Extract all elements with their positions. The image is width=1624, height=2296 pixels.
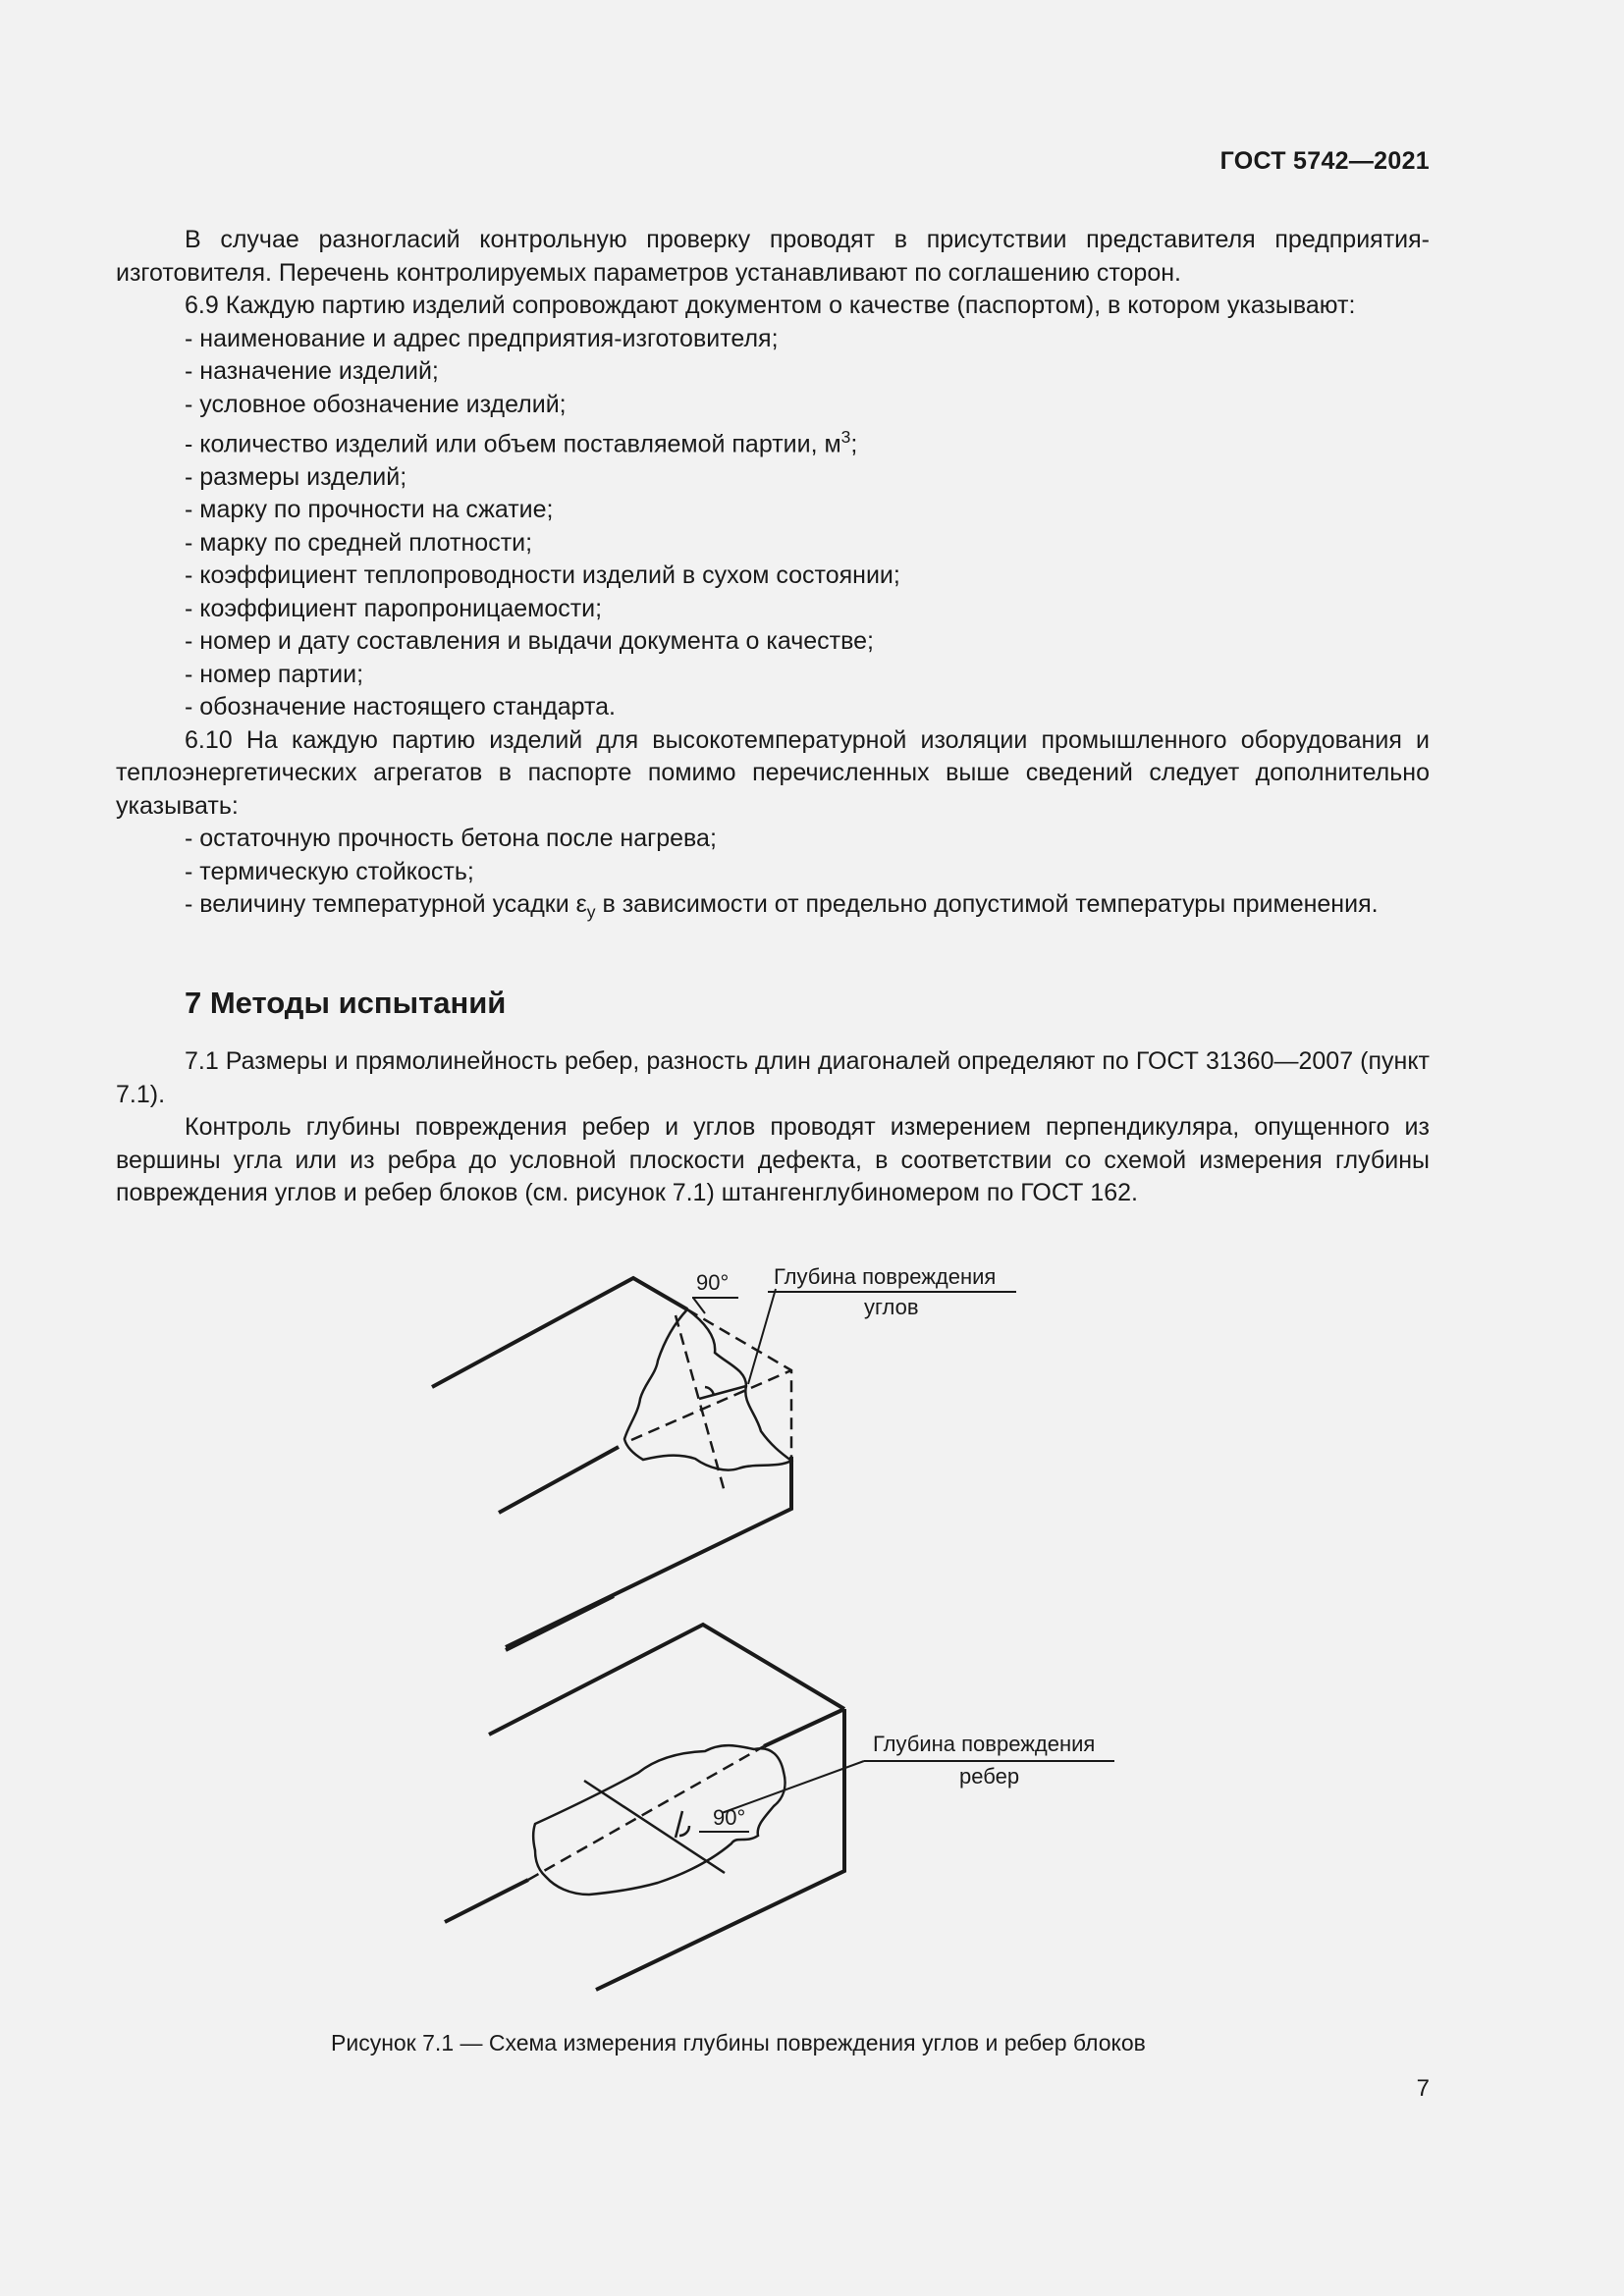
- top-corner-dashed-edges: [687, 1309, 791, 1457]
- list-item: - номер и дату составления и выдачи документа о качестве;: [185, 627, 874, 656]
- paragraph-disagreement: В случае разногласий контрольную проверку проводят в присутствии представителя предприятия-изготовителя. Перечень контролируемых параметров устанавливают по соглашению сторон.: [116, 226, 1430, 287]
- bottom-label-line1: Глубина повреждения: [873, 1732, 1096, 1756]
- list-item: - условное обозначение изделий;: [185, 390, 567, 418]
- bottom-block-ridge: [445, 1880, 528, 1922]
- bottom-crossing-line: [584, 1781, 725, 1873]
- top-leader-line: [748, 1289, 776, 1384]
- list-item: - остаточную прочность бетона после нагрева;: [185, 825, 717, 853]
- shrinkage-text-a: - величину температурной усадки ε: [185, 890, 587, 919]
- top-right-angle-mark: [705, 1387, 714, 1396]
- bottom-leader-line: [722, 1761, 864, 1813]
- paragraph-6-9: 6.9 Каждую партию изделий сопровождают документом о качестве (паспортом), в котором указывают:: [185, 292, 1356, 319]
- body-text-section: [116, 1045, 1430, 1210]
- list-item-volume-text: - количество изделий или объем поставляемой партии, м: [185, 430, 841, 458]
- bottom-block-ridge-right: [764, 1709, 844, 1746]
- paragraph-6-10: 6.10 На каждую партию изделий для высокотемпературной изоляции промышленного оборудования и теплоэнергетических агрегатов в паспорте помимо перечисленных выше сведений следует дополнительно указывать:: [116, 725, 1430, 820]
- top-block: [432, 1278, 1016, 1647]
- bottom-edge-damage-contour: [533, 1745, 785, 1895]
- top-angle-label: 90°: [696, 1270, 730, 1295]
- bottom-block-upper-edge: [489, 1625, 844, 1735]
- list-item: - марку по средней плотности;: [185, 528, 533, 557]
- list-item: - наименование и адрес предприятия-изготовителя;: [185, 324, 779, 352]
- top-block-lower-edge: [506, 1457, 791, 1647]
- list-item-volume: [116, 421, 1430, 461]
- list-item-shrinkage: [116, 888, 1430, 930]
- top-angle-leader: [693, 1298, 705, 1313]
- shrinkage-text-b: в зависимости от предельно допустимой температуры применения.: [595, 890, 1379, 919]
- page-header-standard: ГОСТ 5742—2021: [1219, 147, 1430, 175]
- list-item-volume-tail: ;: [850, 430, 858, 458]
- list-item: - номер партии;: [185, 660, 364, 688]
- top-block-upper-edge: [432, 1278, 687, 1387]
- list-item: - обозначение настоящего стандарта.: [185, 693, 616, 721]
- section-title: 7 Методы испытаний: [185, 986, 507, 1020]
- list-item: - размеры изделий;: [185, 462, 407, 491]
- body-text-top: [116, 224, 1430, 930]
- top-corner-dashed-vertical: [676, 1315, 725, 1492]
- figure-caption: Рисунок 7.1 — Схема измерения глубины повреждения углов и ребер блоков: [331, 2030, 1146, 2056]
- list-item: - назначение изделий;: [185, 357, 439, 385]
- page-number: 7: [1416, 2075, 1430, 2102]
- top-block-middle-edge: [499, 1447, 619, 1513]
- shrinkage-subscript: у: [586, 902, 596, 923]
- cubic-superscript: 3: [840, 427, 851, 447]
- bottom-angle-label: 90°: [713, 1805, 746, 1830]
- bottom-block-top-edge: [506, 1596, 614, 1650]
- list-item: - термическую стойкость;: [185, 857, 474, 885]
- bottom-label-line2: ребер: [959, 1764, 1020, 1789]
- top-label-line2: углов: [864, 1295, 919, 1319]
- top-corner-damage-contour: [624, 1309, 791, 1470]
- list-item: - марку по прочности на сжатие;: [185, 496, 554, 524]
- paragraph-7-1: 7.1 Размеры и прямолинейность ребер, разность длин диагоналей определяют по ГОСТ 31360—2007 (пункт 7.1).: [116, 1047, 1430, 1108]
- bottom-depth-perpendicular: [676, 1811, 682, 1838]
- top-label-line1: Глубина повреждения: [774, 1264, 997, 1289]
- bottom-block-lower-edge: [596, 1709, 844, 1990]
- bottom-block: [445, 1596, 1114, 1990]
- bottom-right-angle-mark: [679, 1826, 689, 1836]
- bottom-edge-dashed-line: [528, 1746, 764, 1880]
- list-item: - коэффициент теплопроводности изделий в сухом состоянии;: [185, 561, 900, 590]
- top-corner-dashed-diagonal: [631, 1370, 791, 1440]
- paragraph-damage-control: Контроль глубины повреждения ребер и углов проводят измерением перпендикуляра, опущенного из вершины угла или из ребра до условной плоскости дефекта, в соответствии со схемой измерения глубины повреждения углов и ребер блоков (см. рисунок 7.1) штангенглубиномером по ГОСТ 162.: [116, 1113, 1430, 1206]
- top-depth-perpendicular: [699, 1386, 746, 1399]
- list-item: - коэффициент паропроницаемости;: [185, 594, 603, 622]
